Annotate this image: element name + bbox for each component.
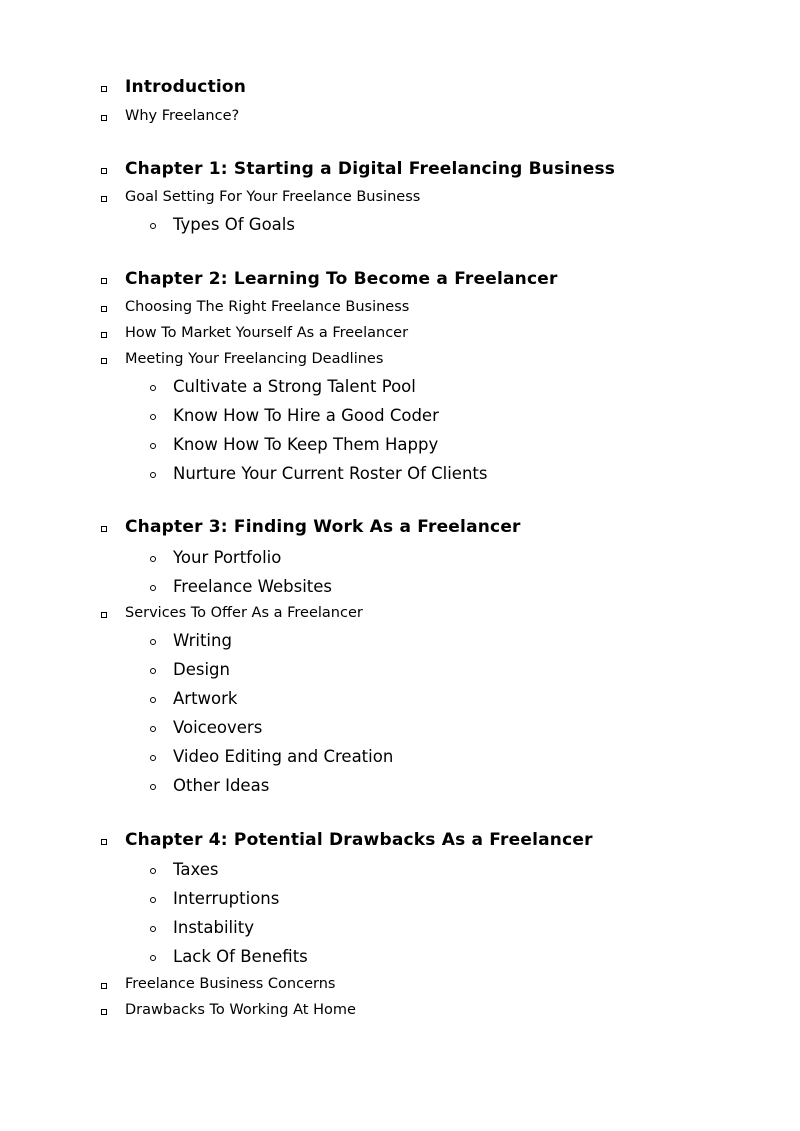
toc-entry-label: Voiceovers	[173, 718, 263, 737]
circle-bullet-icon	[150, 755, 156, 761]
toc-entry-label: Why Freelance?	[125, 108, 240, 124]
toc-entry-label: Interruptions	[173, 889, 280, 908]
square-bullet-icon	[101, 168, 107, 174]
toc-entry-label: Freelance Websites	[173, 577, 333, 596]
circle-bullet-icon	[150, 585, 156, 591]
toc-entry-label: Chapter 1: Starting a Digital Freelancing Business	[125, 159, 616, 179]
toc-entry-label: Instability	[173, 918, 254, 937]
toc-entry-label: Freelance Business Concerns	[125, 976, 336, 992]
toc-entry-label: Drawbacks To Working At Home	[125, 1002, 356, 1018]
circle-bullet-icon	[150, 868, 156, 874]
circle-bullet-icon	[150, 472, 156, 478]
toc-entry-label: Your Portfolio	[173, 548, 282, 567]
square-bullet-icon	[101, 1009, 107, 1015]
circle-bullet-icon	[150, 726, 156, 732]
square-bullet-icon	[101, 332, 107, 338]
toc-entry-label: Goal Setting For Your Freelance Business	[125, 189, 421, 205]
toc-entry-label: Nurture Your Current Roster Of Clients	[173, 464, 488, 483]
toc-entry-label: Choosing The Right Freelance Business	[125, 299, 410, 315]
circle-bullet-icon	[150, 443, 156, 449]
square-bullet-icon	[101, 358, 107, 364]
square-bullet-icon	[101, 306, 107, 312]
square-bullet-icon	[101, 612, 107, 618]
toc-entry-label: Know How To Keep Them Happy	[173, 435, 439, 454]
square-bullet-icon	[101, 115, 107, 121]
square-bullet-icon	[101, 839, 107, 845]
toc-entry-label: Design	[173, 660, 230, 679]
toc-entry-label: How To Market Yourself As a Freelancer	[125, 325, 409, 341]
toc-entry-label: Writing	[173, 631, 232, 650]
toc-entry-label: Know How To Hire a Good Coder	[173, 406, 439, 425]
toc-entry-label: Video Editing and Creation	[173, 747, 394, 766]
toc-entry-label: Cultivate a Strong Talent Pool	[173, 377, 416, 396]
circle-bullet-icon	[150, 639, 156, 645]
circle-bullet-icon	[150, 697, 156, 703]
toc-entry-label: Meeting Your Freelancing Deadlines	[125, 351, 384, 367]
circle-bullet-icon	[150, 784, 156, 790]
square-bullet-icon	[101, 526, 107, 532]
toc-entry-label: Types Of Goals	[173, 215, 295, 234]
toc-entry-label: Introduction	[125, 77, 247, 97]
toc-entry-label: Chapter 2: Learning To Become a Freelancer	[125, 269, 558, 289]
square-bullet-icon	[101, 983, 107, 989]
circle-bullet-icon	[150, 926, 156, 932]
toc-entry-label: Artwork	[173, 689, 238, 708]
circle-bullet-icon	[150, 668, 156, 674]
toc-entry-label: Other Ideas	[173, 776, 270, 795]
toc-entry-label: Services To Offer As a Freelancer	[125, 605, 363, 621]
circle-bullet-icon	[150, 897, 156, 903]
circle-bullet-icon	[150, 385, 156, 391]
circle-bullet-icon	[150, 223, 156, 229]
toc-entry-label: Chapter 3: Finding Work As a Freelancer	[125, 517, 521, 537]
square-bullet-icon	[101, 278, 107, 284]
circle-bullet-icon	[150, 414, 156, 420]
square-bullet-icon	[101, 86, 107, 92]
circle-bullet-icon	[150, 556, 156, 562]
toc-entry-label: Chapter 4: Potential Drawbacks As a Freelancer	[125, 830, 593, 850]
circle-bullet-icon	[150, 955, 156, 961]
toc-entry-label: Taxes	[173, 860, 219, 879]
square-bullet-icon	[101, 196, 107, 202]
toc-entry-label: Lack Of Benefits	[173, 947, 308, 966]
